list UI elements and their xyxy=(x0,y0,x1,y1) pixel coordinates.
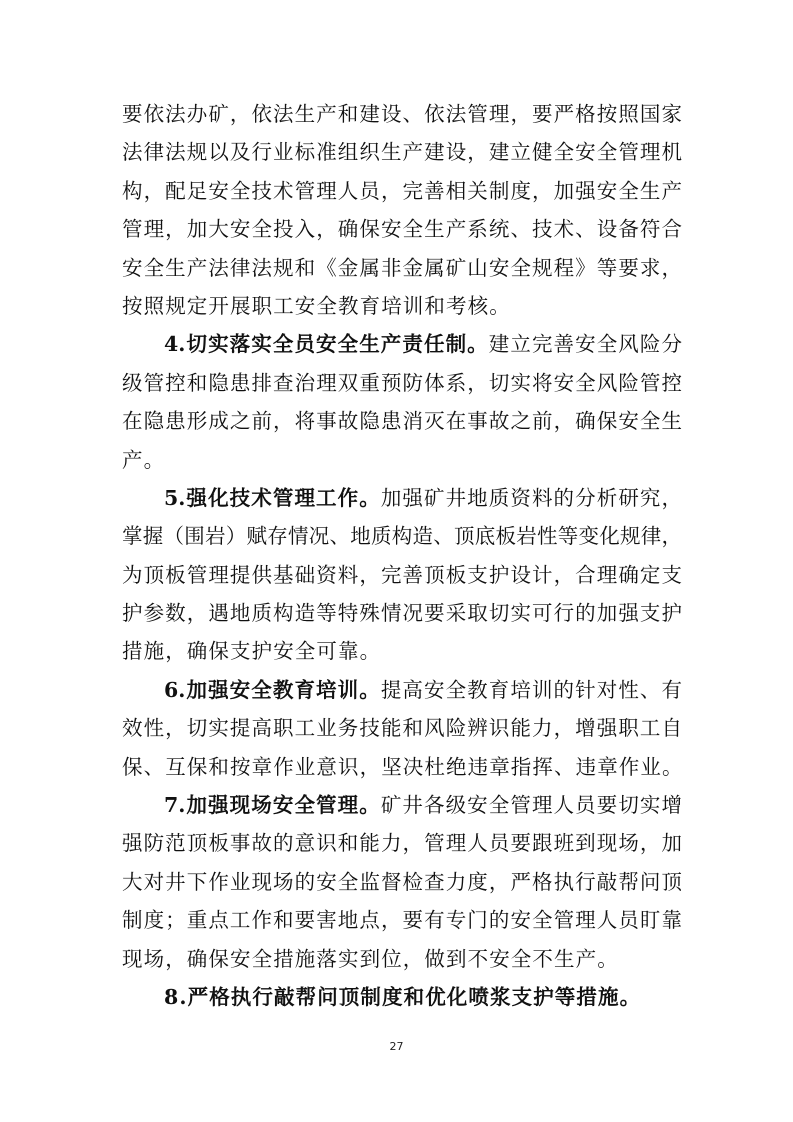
text-line: 大对井下作业现场的安全监督检查力度，严格执行敲帮问顶 xyxy=(122,869,682,894)
text-line: 措施，确保支护安全可靠。 xyxy=(122,639,382,664)
text-line xyxy=(122,786,682,824)
text-line: 护参数，遇地质构造等特殊情况要采取切实可行的加强支护 xyxy=(122,601,682,626)
text-line xyxy=(122,978,682,1016)
text-line: 在隐患形成之前，将事故隐患消灭在事故之前，确保安全生 xyxy=(122,409,682,434)
text-line: 法律法规以及行业标准组织生产建设，建立健全安全管理机 xyxy=(122,140,682,165)
text-run: 矿井各级安全管理人员要切实增 xyxy=(380,793,682,818)
text-line xyxy=(122,479,682,517)
text-line: 级管控和隐患排查治理双重预防体系，切实将安全风险管控 xyxy=(122,370,682,395)
text-run: 加强矿井地质资料的分析研究， xyxy=(380,485,682,510)
text-line xyxy=(122,671,682,709)
paragraph-heading: 4.切实落实全员安全生产责任制。 xyxy=(164,332,489,357)
text-line: 产。 xyxy=(122,447,166,472)
paragraph xyxy=(122,95,682,325)
text-line xyxy=(122,325,682,363)
text-line: 要依法办矿，依法生产和建设、依法管理，要严格按照国家 xyxy=(122,102,682,126)
text-line: 管理，加大安全投入，确保安全生产系统、技术、设备符合 xyxy=(122,217,682,242)
text-line: 按照规定开展职工安全教育培训和考核。 xyxy=(122,293,511,318)
paragraph-heading: 7.加强现场安全管理。 xyxy=(164,793,381,818)
numbered-paragraph xyxy=(122,671,682,786)
text-line: 保、互保和按章作业意识，坚决杜绝违章指挥、违章作业。 xyxy=(122,754,684,779)
paragraph-heading: 8.严格执行敲帮问顶制度和优化喷浆支护等措施。 xyxy=(164,984,642,1009)
paragraph-heading: 5.强化技术管理工作。 xyxy=(164,485,381,510)
text-line: 掌握（围岩）赋存情况、地质构造、顶底板岩性等变化规律， xyxy=(122,524,682,549)
numbered-paragraph xyxy=(122,479,682,671)
text-run: 建立完善安全风险分 xyxy=(488,332,682,357)
text-line: 为顶板管理提供基础资料，完善顶板支护设计，合理确定支 xyxy=(122,562,682,587)
text-line: 效性，切实提高职工业务技能和风险辨识能力，增强职工自 xyxy=(122,716,682,741)
text-line: 现场，确保安全措施落实到位，做到不安全不生产。 xyxy=(122,946,619,971)
numbered-paragraph xyxy=(122,978,682,1016)
body-text xyxy=(122,95,682,1016)
text-run: 提高安全教育培训的针对性、有 xyxy=(380,677,682,702)
page-number: 27 xyxy=(389,1040,404,1053)
text-line: 强防范顶板事故的意识和能力，管理人员要跟班到现场，加 xyxy=(122,831,682,856)
numbered-paragraph xyxy=(122,786,682,978)
text-line: 构，配足安全技术管理人员，完善相关制度，加强安全生产 xyxy=(122,178,682,203)
paragraph-heading: 6.加强安全教育培训。 xyxy=(164,677,381,702)
text-line: 安全生产法律法规和《金属非金属矿山安全规程》等要求， xyxy=(122,255,682,280)
numbered-paragraph xyxy=(122,325,682,479)
text-line: 制度；重点工作和要害地点，要有专门的安全管理人员盯靠 xyxy=(122,908,682,933)
